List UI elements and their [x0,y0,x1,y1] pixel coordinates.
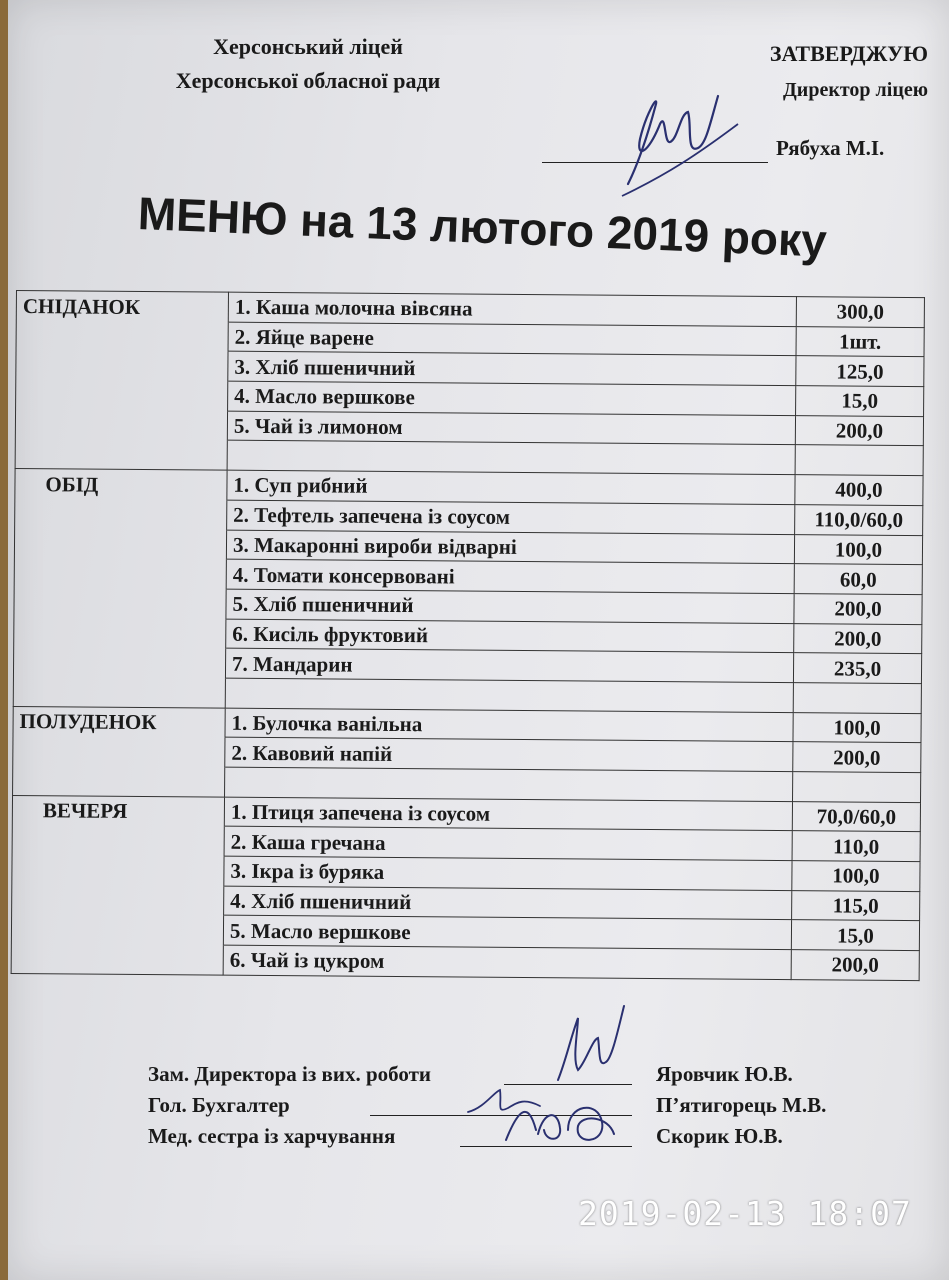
meal-name-cell [14,617,226,648]
menu-title: МЕНЮ на 13 лютого 2019 року [136,187,828,267]
dish-name: 5. Масло вершкове [223,916,791,950]
menu-row [11,944,919,981]
meal-name-cell [11,944,223,975]
empty-cell [13,765,225,796]
dish-name: 6. Кисіль фруктовий [226,619,794,653]
meal-name-cell [16,380,228,411]
portion-quantity: 200,0 [793,742,921,773]
meal-name-cell [14,528,226,559]
signatory-row [148,1062,848,1093]
meal-name: ВЕЧЕРЯ [12,795,224,826]
director-signature-line [542,162,768,163]
meal-name-cell [16,350,228,381]
signature-line [504,1084,632,1085]
dish-name: 6. Чай із цукром [223,945,791,979]
portion-quantity: 100,0 [794,534,922,565]
portion-quantity: 110,0/60,0 [795,504,923,535]
dish-name: 5. Чай із лимоном [227,411,795,445]
empty-cell [793,683,921,714]
meal-name-cell [13,647,225,678]
portion-quantity: 400,0 [795,475,923,506]
meal-name-cell [11,914,223,945]
meal-name-cell [14,587,226,618]
empty-cell [795,445,923,476]
meal-name-cell [16,320,228,351]
meal-name: ПОЛУДЕНОК [13,706,225,737]
dish-name: 4. Томати консервовані [226,559,794,593]
dish-name: 1. Булочка ванільна [225,708,793,742]
meal-name-cell [12,825,224,856]
portion-quantity: 100,0 [792,861,920,892]
dish-name: 4. Хліб пшеничний [224,886,792,920]
portion-quantity: 1шт. [796,326,924,357]
signatory-role: Гол. Бухгалтер [148,1093,290,1117]
dish-name: 5. Хліб пшеничний [226,589,794,623]
meal-name-cell [12,855,224,886]
signatory-row [148,1124,848,1155]
meal-name-cell [12,884,224,915]
organization-block [118,30,498,98]
approve-heading: ЗАТВЕРДЖУЮ [769,41,928,66]
portion-quantity: 200,0 [794,593,922,624]
org-name-line2: Херсонської обласної ради [175,68,441,93]
director-title: Директор ліцею [783,79,928,101]
dish-name: 2. Каша гречана [224,827,792,861]
portion-quantity: 100,0 [793,712,921,743]
portion-quantity: 15,0 [796,386,924,417]
portion-quantity: 70,0/60,0 [792,801,920,832]
signatory-name: П’ятигорець М.В. [656,1093,827,1117]
meal-name-cell [13,736,225,767]
portion-quantity: 200,0 [794,623,922,654]
menu-table [11,290,925,981]
signature-line [460,1146,632,1147]
dish-name: 1. Птиця запечена із соусом [224,797,792,831]
portion-quantity: 115,0 [792,890,920,921]
approval-block [668,36,928,108]
dish-name: 2. Яйце варене [228,322,796,356]
portion-quantity: 60,0 [794,564,922,595]
portion-quantity: 300,0 [796,297,924,328]
empty-cell [225,678,793,712]
empty-cell [15,439,227,470]
signature-line [370,1115,632,1116]
empty-cell [793,772,921,803]
empty-cell [225,767,793,801]
portion-quantity: 200,0 [795,415,923,446]
dish-name: 3. Макаронні вироби відварні [226,530,794,564]
signatory-name: Скорик Ю.В. [656,1124,783,1148]
org-name-line1: Херсонський ліцей [213,34,403,59]
empty-cell [227,441,795,475]
portion-quantity: 125,0 [796,356,924,387]
photo-timestamp: 2019-02-13 18:07 [578,1194,912,1233]
dish-name: 2. Кавовий напій [225,737,793,771]
meal-name: ОБІД [15,469,227,500]
dish-name: 3. Ікра із буряка [224,856,792,890]
dish-name: 1. Суп рибний [227,470,795,504]
signatory-row [148,1093,848,1124]
portion-quantity: 200,0 [791,950,919,981]
portion-quantity: 15,0 [791,920,919,951]
dish-name: 7. Мандарин [225,648,793,682]
dish-name: 2. Тефтель запечена із соусом [227,500,795,534]
portion-quantity: 235,0 [793,653,921,684]
meal-name-cell [14,558,226,589]
director-name: Рябуха М.І. [776,136,885,160]
signatures-block [148,1062,848,1155]
signatory-role: Мед. сестра із харчування [148,1124,396,1148]
meal-name: СНІДАНОК [16,291,228,322]
signatory-role: Зам. Директора із вих. роботи [148,1062,432,1086]
paper-sheet [8,0,949,1280]
portion-quantity: 110,0 [792,831,920,862]
dish-name: 3. Хліб пшеничний [228,352,796,386]
empty-cell [13,676,225,707]
meal-name-cell [15,409,227,440]
dish-name: 4. Масло вершкове [228,381,796,415]
dish-name: 1. Каша молочна вівсяна [228,292,796,326]
meal-name-cell [15,498,227,529]
signatory-name: Яровчик Ю.В. [656,1062,793,1086]
